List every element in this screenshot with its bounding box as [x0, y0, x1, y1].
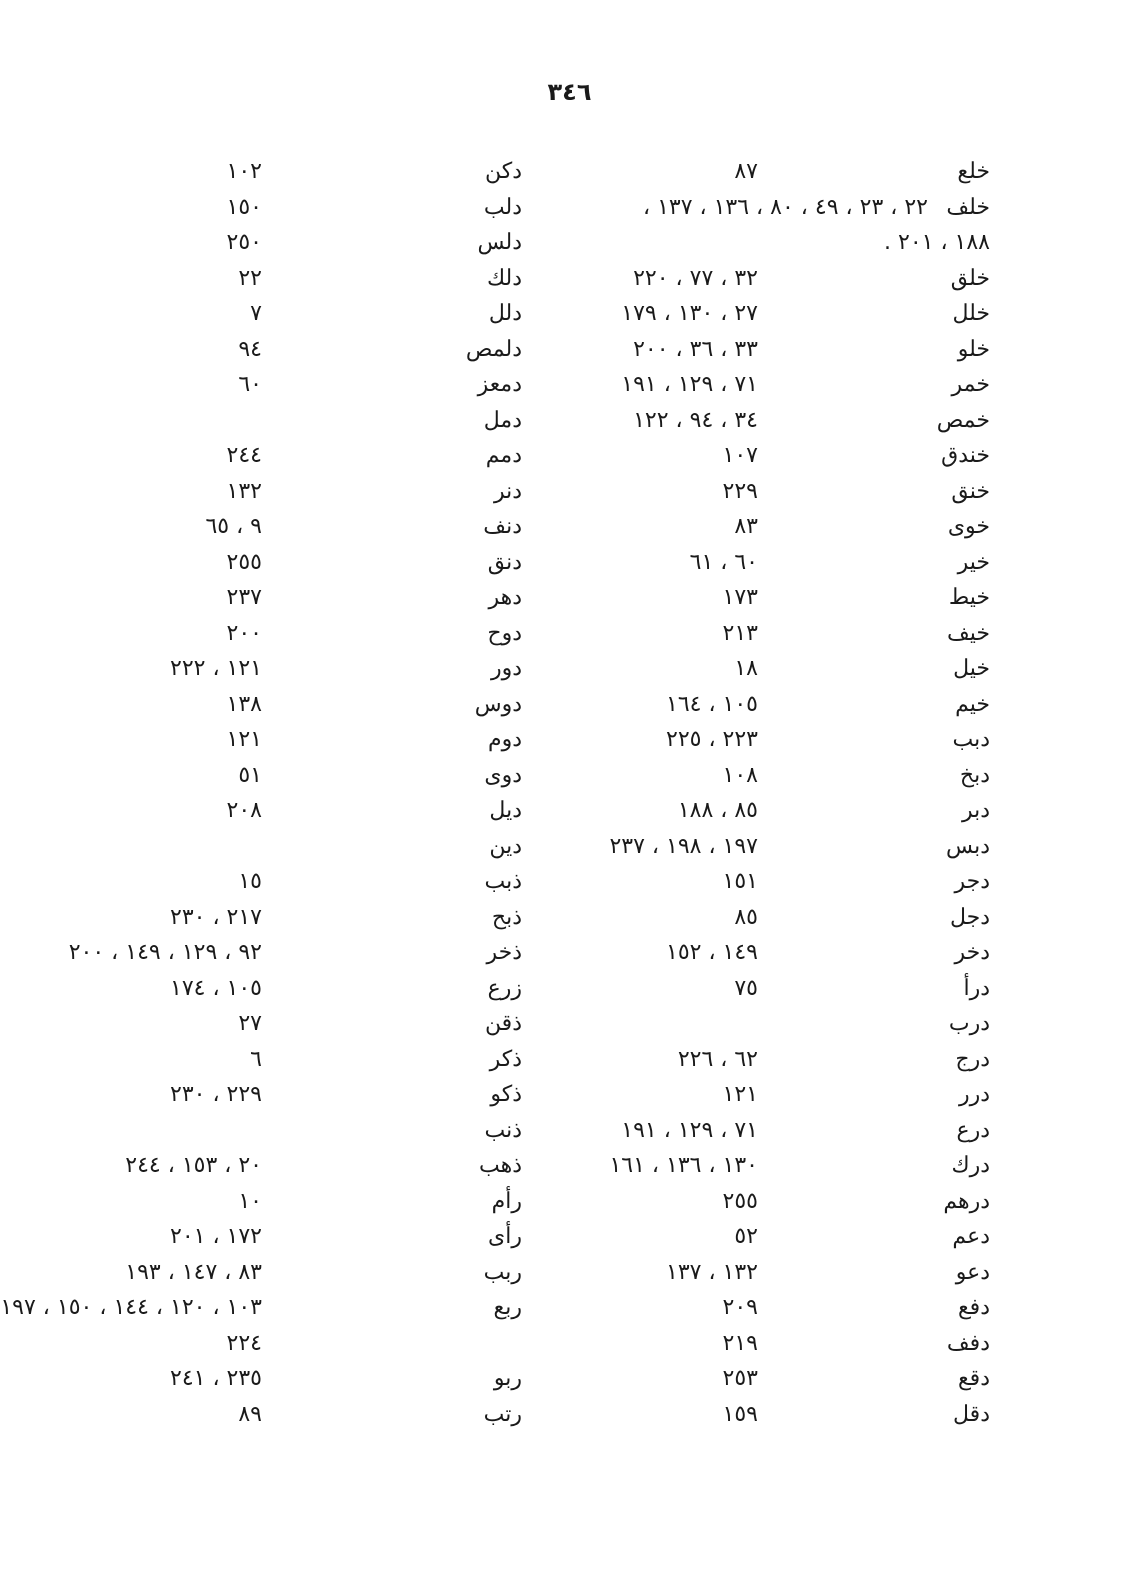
entry-root-word: دجر	[954, 869, 990, 894]
entry-page-refs: ١٠٧	[722, 443, 758, 468]
index-entry	[590, 1077, 990, 1113]
entry-page-refs: ٢٧	[238, 1011, 262, 1036]
entry-page-refs: ٦	[250, 1046, 262, 1072]
entry-root-word: خمر	[951, 372, 990, 397]
index-entry	[130, 367, 522, 403]
entry-page-refs: ١٠٣ ، ١٢٠ ، ١٤٤ ، ١٥٠ ، ١٩٧	[0, 1295, 262, 1320]
index-entry	[590, 1113, 990, 1149]
entry-page-refs: ١٢١ ، ٢٢٢	[170, 656, 262, 681]
entry-page-refs: ٢١٧ ، ٢٣٠	[170, 904, 262, 930]
index-entry	[130, 1113, 522, 1149]
index-entry	[130, 296, 522, 332]
entry-root-word: خيم	[955, 691, 990, 717]
entry-page-refs: ٢٢٣ ، ٢٢٥	[666, 727, 758, 752]
entry-page-refs: ٢٥٥	[226, 549, 262, 575]
entry-root-word: درأ	[963, 975, 990, 1001]
entry-page-refs: ٣٣ ، ٣٦ ، ٢٠٠	[633, 336, 758, 362]
entry-root-word: ذنب	[484, 1117, 522, 1143]
entry-page-refs: ٨٥ ، ١٨٨	[677, 798, 758, 823]
index-entry	[130, 864, 522, 900]
entry-page-refs: ١٨	[734, 656, 758, 681]
entry-root-word: دنر	[493, 478, 522, 504]
entry-page-refs: ١٢١	[226, 727, 262, 752]
index-entry	[130, 154, 522, 190]
entry-root-word: دهر	[488, 585, 522, 610]
entry-page-refs: ٢٧ ، ١٣٠ ، ١٧٩	[621, 301, 758, 326]
entry-root-word: دقل	[953, 1401, 990, 1427]
entry-root-word: درك	[951, 1153, 990, 1178]
entry-root-word: درب	[948, 1011, 990, 1036]
entry-root-word: ذبب	[484, 869, 522, 894]
entry-root-word: دور	[490, 656, 522, 681]
entry-page-refs: ١٢١	[722, 1082, 758, 1107]
entry-page-refs: ٢٢ ، ٢٣ ، ٤٩ ، ٨٠ ، ١٣٦ ، ١٣٧ ،	[642, 194, 928, 220]
entry-root-word: خلع	[957, 159, 990, 184]
entry-page-refs: ٨٣ ، ١٤٧ ، ١٩٣	[125, 1259, 262, 1285]
entry-root-word: خيل	[953, 656, 990, 681]
entry-page-refs: ٩٢ ، ١٢٩ ، ١٤٩ ، ٢٠٠	[68, 940, 262, 965]
entry-page-refs: ٧٥	[734, 975, 758, 1001]
entry-root-word: دجل	[949, 904, 990, 930]
entry-root-word: خنق	[951, 478, 990, 504]
entry-page-refs: ٨٧	[734, 159, 758, 184]
entry-page-refs: ٢٣٧	[226, 585, 262, 610]
entry-root-word: دكن	[484, 159, 522, 184]
entry-page-refs: ٢٥٠	[226, 230, 262, 255]
entry-root-word: ذبح	[491, 904, 522, 930]
index-entry	[590, 580, 990, 616]
entry-page-refs: ٨٥	[734, 904, 758, 930]
entry-page-refs: ٨٣	[734, 514, 758, 539]
entry-page-refs: ١٥٩	[722, 1401, 758, 1427]
entry-root-word: ربب	[483, 1259, 522, 1285]
entry-page-refs: ٩ ، ٦٥	[205, 514, 262, 539]
index-entry	[590, 1361, 990, 1397]
index-entry	[590, 616, 990, 652]
index-entry	[590, 1219, 990, 1255]
index-entry	[130, 261, 522, 297]
page-number: ٣٤٦	[547, 78, 592, 106]
entry-page-refs: ٢٥٣	[722, 1366, 758, 1391]
index-entry	[130, 687, 522, 723]
entry-page-refs: ١٠	[238, 1188, 262, 1214]
entry-root-word: دخر	[954, 940, 990, 965]
index-entry	[590, 651, 990, 687]
entry-page-refs: ١٨٨ ، ٢٠١ .	[884, 230, 990, 255]
index-entry	[590, 864, 990, 900]
entry-page-refs: ١٠٥ ، ١٧٤	[170, 975, 262, 1001]
entry-root-word: ديل	[489, 798, 522, 823]
index-entry	[130, 545, 522, 581]
entry-root-word: درر	[958, 1082, 990, 1107]
entry-root-word: دبر	[961, 798, 990, 823]
index-entry	[0, 1290, 522, 1326]
entry-page-refs: ٧١ ، ١٢٩ ، ١٩١	[621, 1117, 758, 1143]
index-entry	[130, 580, 522, 616]
index-entry	[130, 1361, 522, 1397]
entry-page-refs: ٢٤٤	[226, 443, 262, 468]
index-entry	[590, 1006, 990, 1042]
entry-page-refs: ١٠٥ ، ١٦٤	[666, 691, 758, 717]
entry-root-word: دلس	[477, 230, 522, 255]
entry-page-refs: ٦٢ ، ٢٢٦	[677, 1046, 758, 1072]
entry-root-word: دبس	[946, 833, 990, 859]
entry-root-word: دمم	[485, 443, 522, 468]
entry-page-refs: ٥٢	[734, 1224, 758, 1249]
entry-root-word: دقع	[957, 1366, 990, 1391]
index-column-right	[590, 154, 990, 1432]
index-entry	[130, 1077, 522, 1113]
entry-page-refs: ٢٠ ، ١٥٣ ، ٢٤٤	[125, 1153, 262, 1178]
index-entry	[130, 722, 522, 758]
entry-page-refs: ١٣٨	[226, 691, 262, 717]
index-entry	[590, 1326, 990, 1362]
index-entry	[130, 793, 522, 829]
index-entry	[590, 722, 990, 758]
entry-root-word: خوى	[947, 514, 990, 539]
index-entry	[130, 225, 522, 261]
index-entry	[590, 474, 990, 510]
entry-root-word: خيط	[948, 585, 990, 610]
entry-page-refs: ٢١٣	[722, 620, 758, 646]
entry-root-word: زرع	[487, 975, 522, 1001]
entry-root-word: دعو	[955, 1259, 990, 1285]
entry-root-word: خلف	[946, 194, 990, 220]
entry-page-refs: ٩٤	[238, 336, 262, 362]
entry-root-word: درهم	[943, 1188, 990, 1214]
index-entry	[130, 829, 522, 865]
entry-root-word: خلق	[950, 265, 990, 291]
index-entry	[590, 687, 990, 723]
entry-page-refs: ٧	[250, 301, 262, 326]
entry-root-word: دوى	[484, 762, 522, 788]
index-entry	[590, 438, 990, 474]
index-entry	[130, 900, 522, 936]
entry-page-refs: ١٧٣	[722, 585, 758, 610]
index-entry	[590, 971, 990, 1007]
entry-root-word: دوح	[487, 620, 522, 646]
index-entry	[590, 758, 990, 794]
index-entry	[590, 332, 990, 368]
entry-page-refs: ٢٢٩	[722, 478, 758, 504]
entry-page-refs: ٢٢٤	[226, 1330, 262, 1356]
index-entry	[590, 1148, 990, 1184]
entry-root-word: دفف	[946, 1330, 990, 1356]
entry-page-refs: ١٠٢	[226, 159, 262, 184]
index-entry	[130, 438, 522, 474]
index-entry	[590, 154, 990, 190]
entry-root-word: ذقن	[484, 1011, 522, 1036]
index-entry	[590, 261, 990, 297]
entry-root-word: دوم	[487, 727, 522, 752]
index-entry	[590, 296, 990, 332]
entry-root-word: رأم	[491, 1188, 522, 1214]
index-entry	[125, 1255, 522, 1291]
index-entry	[130, 758, 522, 794]
entry-root-word: ربو	[493, 1366, 522, 1391]
index-entry	[590, 829, 990, 865]
entry-root-word: ذكو	[490, 1082, 522, 1107]
index-entry	[130, 1219, 522, 1255]
entry-page-refs: ١٣٠ ، ١٣٦ ، ١٦١	[609, 1153, 758, 1178]
entry-page-refs: ١٣٢	[226, 478, 262, 504]
entry-root-word: دبخ	[959, 762, 990, 788]
index-column-left	[0, 154, 522, 1432]
index-entry	[130, 1397, 522, 1433]
entry-page-refs: ٦٠ ، ٦١	[689, 549, 758, 575]
index-entry	[590, 1290, 990, 1326]
entry-page-refs: ٧١ ، ١٢٩ ، ١٩١	[621, 372, 758, 397]
entry-page-refs: ١٩٧ ، ١٩٨ ، ٢٣٧	[609, 833, 758, 859]
entry-root-word: خلل	[952, 301, 990, 326]
entry-page-refs: ٢١٩	[722, 1330, 758, 1356]
index-entry	[590, 1255, 990, 1291]
entry-root-word: دلمص	[465, 336, 522, 362]
entry-page-refs: ٢٠٠	[226, 620, 262, 646]
entry-root-word: دمعز	[477, 372, 522, 397]
entry-root-word: رأى	[488, 1224, 522, 1249]
entry-root-word: خلو	[957, 336, 990, 362]
entry-root-word: ذكر	[489, 1046, 522, 1072]
entry-root-word: دعم	[952, 1224, 990, 1249]
entry-root-word: خمص	[936, 407, 990, 433]
index-entry	[590, 935, 990, 971]
index-entry	[130, 1184, 522, 1220]
entry-page-refs: ٣٢ ، ٧٧ ، ٢٢٠	[633, 265, 758, 291]
entry-page-refs: ٢٣٥ ، ٢٤١	[170, 1366, 262, 1391]
index-entry	[590, 225, 990, 261]
entry-page-refs: ١٥٠	[226, 194, 262, 220]
entry-root-word: خيف	[946, 620, 990, 646]
entry-root-word: دفع	[957, 1295, 990, 1320]
entry-root-word: درع	[956, 1117, 990, 1143]
index-entry	[590, 793, 990, 829]
entry-root-word: دنف	[483, 514, 522, 539]
entry-root-word: دلك	[486, 265, 522, 291]
entry-root-word: دمل	[483, 407, 522, 433]
entry-root-word: دين	[489, 833, 522, 859]
index-entry	[590, 1042, 990, 1078]
entry-page-refs: ١٥١	[722, 869, 758, 894]
index-entry	[590, 900, 990, 936]
index-entry	[130, 1042, 522, 1078]
entry-page-refs: ٢٢	[238, 265, 262, 291]
entry-page-refs: ١٧٢ ، ٢٠١	[170, 1224, 262, 1249]
entry-page-refs: ٥١	[238, 762, 262, 788]
entry-page-refs: ١٥	[238, 869, 262, 894]
index-entry	[590, 190, 990, 226]
index-entry	[130, 190, 522, 226]
entry-page-refs: ٢٠٨	[226, 798, 262, 823]
entry-page-refs: ١٣٢ ، ١٣٧	[666, 1259, 758, 1285]
entry-page-refs: ٢٢٩ ، ٢٣٠	[170, 1082, 262, 1107]
index-entry	[590, 545, 990, 581]
index-entry	[68, 935, 522, 971]
entry-root-word: درج	[955, 1046, 990, 1072]
entry-root-word: رتب	[483, 1401, 522, 1427]
entry-root-word: ذخر	[486, 940, 522, 965]
index-entry	[130, 332, 522, 368]
entry-page-refs: ٢٠٩	[722, 1295, 758, 1320]
index-entry	[130, 509, 522, 545]
entry-root-word: دلب	[483, 194, 522, 220]
entry-root-word: ربع	[493, 1295, 522, 1320]
index-entry	[590, 1184, 990, 1220]
entry-page-refs: ٦٠	[238, 372, 262, 397]
index-entry	[590, 1397, 990, 1433]
index-entry	[130, 651, 522, 687]
entry-root-word: خندق	[941, 443, 990, 468]
entry-root-word: دنق	[487, 549, 522, 575]
entry-root-word: دلل	[488, 301, 522, 326]
index-entry	[130, 1326, 522, 1362]
index-entry	[130, 1006, 522, 1042]
index-entry	[590, 367, 990, 403]
index-entry	[590, 509, 990, 545]
index-entry	[130, 616, 522, 652]
entry-root-word: دبب	[952, 727, 990, 752]
index-entry	[125, 1148, 522, 1184]
entry-page-refs: ٢٥٥	[722, 1188, 758, 1214]
entry-root-word: خير	[957, 549, 990, 575]
index-entry	[590, 403, 990, 439]
index-entry	[130, 474, 522, 510]
entry-root-word: ذهب	[478, 1153, 522, 1178]
entry-page-refs: ١٠٨	[722, 762, 758, 788]
index-entry	[130, 403, 522, 439]
entry-page-refs: ١٤٩ ، ١٥٢	[666, 940, 758, 965]
entry-page-refs: ٨٩	[238, 1401, 262, 1427]
entry-root-word: دوس	[474, 691, 522, 717]
index-entry	[130, 971, 522, 1007]
entry-page-refs: ٣٤ ، ٩٤ ، ١٢٢	[633, 407, 758, 433]
